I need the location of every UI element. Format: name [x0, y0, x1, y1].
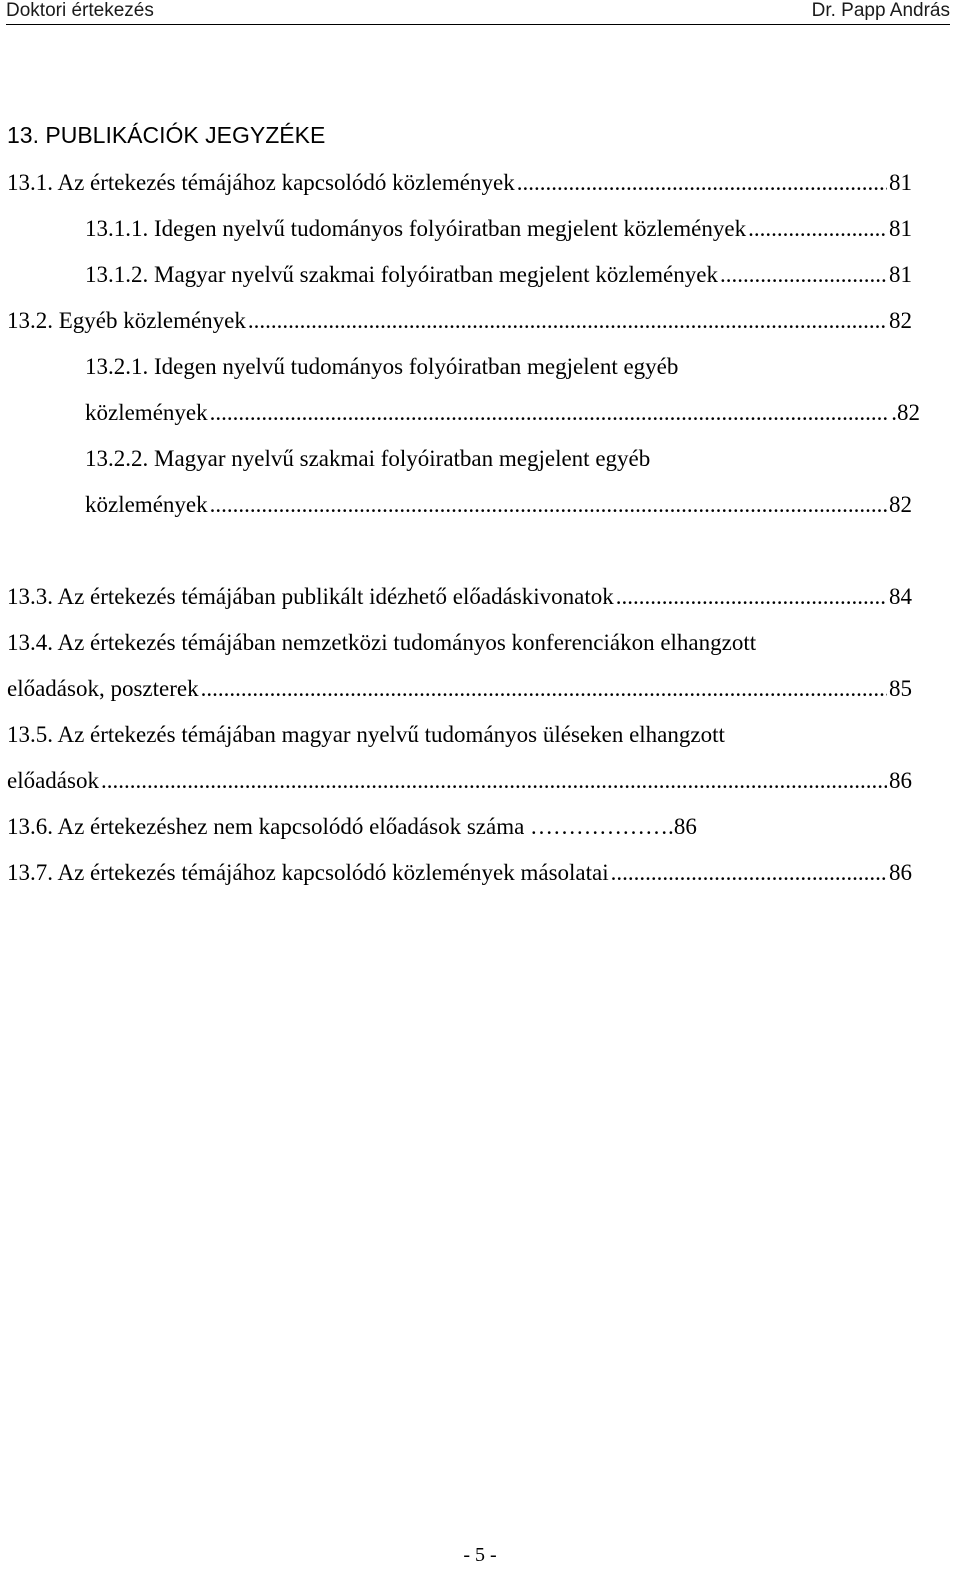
toc-entry-13-5-first-line[interactable]: 13.5. Az értekezés témájában magyar nyelvű tudományos üléseken elhangzott [7, 722, 725, 747]
toc-entry-page: 81 [889, 262, 912, 287]
toc-entry-page: 81 [889, 170, 912, 195]
toc-entry-13-5[interactable] [7, 768, 912, 798]
toc-entry-text: 13.1.1. Idegen nyelvű tudományos folyóiratban megjelent közlemények [85, 216, 747, 241]
toc-entry-text: 13.3. Az értekezés témájában publikált idézhető előadáskivonatok [7, 584, 614, 609]
dot-leader [201, 676, 887, 702]
dot-leader [611, 860, 887, 886]
toc-entry-13-3[interactable] [7, 584, 912, 614]
toc-entry-13-2-1[interactable] [85, 400, 920, 430]
toc-entry-text: 13.1.2. Magyar nyelvű szakmai folyóiratban megjelent közlemények [85, 262, 718, 287]
toc-entry-13-2-1-first-line[interactable]: 13.2.1. Idegen nyelvű tudományos folyóiratban megjelent egyéb [85, 354, 679, 379]
toc-entry-13-7[interactable] [7, 860, 912, 890]
toc-entry-13-2-2[interactable] [85, 492, 912, 522]
toc-entry-text: 13.6. Az értekezéshez nem kapcsolódó előadások száma ………………. [7, 814, 674, 839]
toc-entry-text: közlemények [85, 400, 208, 425]
toc-heading: 13. PUBLIKÁCIÓK JEGYZÉKE [7, 122, 326, 148]
toc-entry-text: előadások, poszterek [7, 676, 199, 701]
dot-leader [101, 768, 887, 794]
dot-leader [210, 400, 890, 426]
toc-entry-13-1[interactable] [7, 170, 912, 200]
toc-entry-13-1-1[interactable] [85, 216, 912, 246]
toc-entry-page: 86 [889, 768, 912, 793]
toc-entry-13-4[interactable] [7, 676, 912, 706]
toc-entry-text: 13.7. Az értekezés témájához kapcsolódó közlemények másolatai [7, 860, 609, 885]
header-document-type: Doktori értekezés [6, 0, 154, 21]
toc-entry-13-2-2-first-line[interactable]: 13.2.2. Magyar nyelvű szakmai folyóiratban megjelent egyéb [85, 446, 651, 471]
dot-leader [720, 262, 887, 288]
toc-entry-13-1-2[interactable] [85, 262, 912, 292]
dot-leader [748, 216, 887, 242]
toc-entry-13-6[interactable] [7, 814, 697, 840]
dot-leader [517, 170, 887, 196]
toc-entry-text: előadások [7, 768, 99, 793]
header-author: Dr. Papp András [811, 0, 950, 21]
toc-entry-page: 85 [889, 676, 912, 701]
dot-leader [210, 492, 887, 518]
toc-entry-page: .82 [891, 400, 920, 425]
toc-entry-page: 81 [889, 216, 912, 241]
toc-entry-page: 82 [889, 308, 912, 333]
toc-entry-page: 86 [889, 860, 912, 885]
toc-entry-page: 86 [673, 814, 697, 839]
page-number: - 5 - [463, 1544, 497, 1566]
toc-entry-13-2[interactable] [7, 308, 912, 338]
toc-entry-page: 82 [889, 492, 912, 517]
toc-entry-text: közlemények [85, 492, 208, 517]
dot-leader [248, 308, 887, 334]
toc-entry-13-4-first-line[interactable]: 13.4. Az értekezés témájában nemzetközi tudományos konferenciákon elhangzott [7, 630, 757, 655]
toc-entry-page: 84 [889, 584, 912, 609]
running-header [6, 0, 950, 25]
dot-leader [616, 584, 887, 610]
toc-entry-text: 13.1. Az értekezés témájához kapcsolódó közlemények [7, 170, 515, 195]
toc-entry-text: 13.2. Egyéb közlemények [7, 308, 246, 333]
